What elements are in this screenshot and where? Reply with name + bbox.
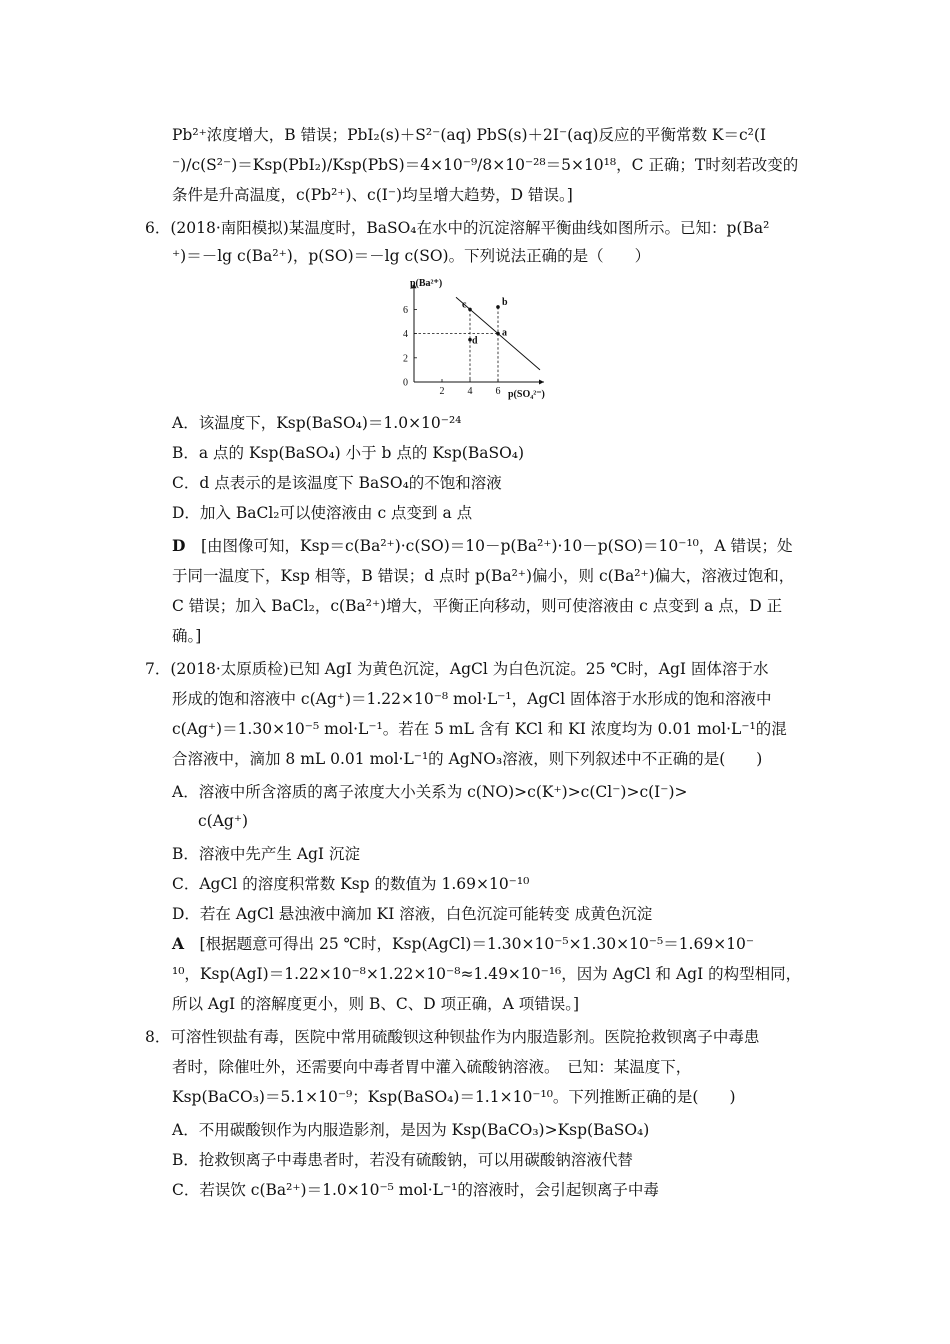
y-tick-label: 0 [403,377,408,389]
q6-answer-line-4: 确。] [172,627,202,645]
y-tick-label: 4 [403,329,408,341]
text-line-2: ⁻)/c(S²⁻)＝Ksp(PbI₂)/Ksp(PbS)＝4×10⁻⁹/8×10⁻²⁸＝5×10¹⁸，C 正确；T时刻若改变的 [172,156,799,174]
text-line-3: 条件是升高温度，c(Pb²⁺)、c(I⁻)均呈增大趋势，D 错误。] [172,186,573,204]
point-c [468,308,472,312]
graph-guides [414,307,498,382]
q7-answer-line-1: A [根据题意可得出 25 ℃时，Ksp(AgCl)＝1.30×10⁻⁵×1.30×10⁻⁵＝1.69×10⁻ [172,934,755,953]
point-label-b: b [502,296,508,308]
point-label-c: c [462,299,467,311]
question-7-line-1: 7．(2018·太原质检)已知 AgI 为黄色沉淀，AgCl 为白色沉淀。25 ℃时，AgI 固体溶于水 [145,660,769,678]
graph-y-label: p(Ba²⁺) [410,278,443,289]
point-b [496,305,500,309]
q7-option-a-line-1: A．溶液中所含溶质的离子浓度大小关系为 c(NO)>c(K⁺)>c(Cl⁻)>c(I⁻)> [172,783,688,801]
q8-option-a: A．不用碳酸钡作为内服造影剂，是因为 Ksp(BaCO₃)>Ksp(BaSO₄) [172,1121,650,1139]
point-label-d: d [472,335,478,347]
x-tick-label: 6 [495,386,501,397]
y-tick-label: 6 [403,304,408,316]
q7-option-b: B．溶液中先产生 AgI 沉淀 [172,845,360,863]
q7-answer-line-2: ¹⁰，Ksp(AgI)＝1.22×10⁻⁸×1.22×10⁻⁸≈1.49×10⁻¹⁶，因为 AgCl 和 AgI 的构型相同， [172,965,802,983]
question-6-line-1: 6．(2018·南阳模拟)某温度时，BaSO₄在水中的沉淀溶解平衡曲线如图所示。已知：p(Ba² [145,219,770,237]
q6-answer-line-1: D [由图像可知，Ksp＝c(Ba²⁺)·c(SO)＝10－p(Ba²⁺)·10－p(SO)＝10⁻¹⁰，A 错误；处 [172,536,793,555]
q7-option-c: C．AgCl 的溶度积常数 Ksp 的数值为 1.69×10⁻¹⁰ [172,875,530,893]
point-a [496,332,500,336]
q6-answer-line-3: C 错误；加入 BaCl₂，c(Ba²⁺)增大，平衡正向移动，则可使溶液由 c 点变到 a 点，D 正 [172,597,783,615]
q7-answer-line-3: 所以 AgI 的溶解度更小，则 B、C、D 项正确，A 项错误。] [172,995,580,1013]
graph-x-label: p(SO₄²⁻) [508,389,545,400]
y-tick-label: 2 [403,353,408,365]
question-6-line-2: ⁺)＝－lg c(Ba²⁺)，p(SO)＝－lg c(SO)。下列说法正确的是（ ） [172,247,651,265]
q7-option-d: D．若在 AgCl 悬浊液中滴加 KI 溶液，白色沉淀可能转变 成黄色沉淀 [172,905,653,923]
x-tick-label: 4 [467,386,473,397]
question-8-line-2: 者时，除催吐外，还需要向中毒者胃中灌入硫酸钠溶液。 已知：某温度下， [172,1058,692,1076]
graph-ticks [403,305,501,397]
q6-option-a: A．该温度下，Ksp(BaSO₄)＝1.0×10⁻²⁴ [172,414,462,432]
q6-answer-line-2: 于同一温度下，Ksp 相等，B 错误；d 点时 p(Ba²⁺)偏小，则 c(Ba²⁺)偏大，溶液过饱和， [172,567,795,585]
question-8-line-1: 8．可溶性钡盐有毒，医院中常用硫酸钡这种钡盐作为内服造影剂。医院抢救钡离子中毒患 [145,1028,760,1046]
x-tick-label: 2 [439,386,445,397]
q6-option-c: C．d 点表示的是该温度下 BaSO₄的不饱和溶液 [172,474,502,492]
q8-option-b: B．抢救钡离子中毒患者时，若没有硫酸钠，可以用碳酸钠溶液代替 [172,1151,633,1169]
text-line-1: Pb²⁺浓度增大，B 错误；PbI₂(s)＋S²⁻(aq) PbS(s)＋2I⁻(aq)反应的平衡常数 K＝c²(I [172,126,767,144]
q6-option-d: D．加入 BaCl₂可以使溶液由 c 点变到 a 点 [172,504,473,522]
question-7-line-3: c(Ag⁺)＝1.30×10⁻⁵ mol·L⁻¹。若在 5 mL 含有 KCl 和 KI 浓度均为 0.01 mol·L⁻¹的混 [172,720,787,738]
x-axis-arrow [539,380,544,385]
answer-letter: D [172,536,186,555]
question-7-line-4: 合溶液中，滴加 8 mL 0.01 mol·L⁻¹的 AgNO₃溶液，则下列叙述中不正确的是( ) [172,750,763,768]
q7-option-a-line-2: c(Ag⁺) [198,812,249,830]
answer-letter: A [172,934,185,953]
q6-option-b: B．a 点的 Ksp(BaSO₄) 小于 b 点的 Ksp(BaSO₄) [172,444,525,462]
question-8-line-3: Ksp(BaCO₃)＝5.1×10⁻⁹；Ksp(BaSO₄)＝1.1×10⁻¹⁰。下列推断正确的是( ) [172,1088,736,1106]
q8-option-c: C．若误饮 c(Ba²⁺)＝1.0×10⁻⁵ mol·L⁻¹的溶液时，会引起钡离子中毒 [172,1181,659,1199]
point-label-a: a [502,327,507,339]
baso4-solubility-graph [386,276,545,408]
question-7-line-2: 形成的饱和溶液中 c(Ag⁺)＝1.22×10⁻⁸ mol·L⁻¹，AgCl 固体溶于水形成的饱和溶液中 [172,690,772,708]
